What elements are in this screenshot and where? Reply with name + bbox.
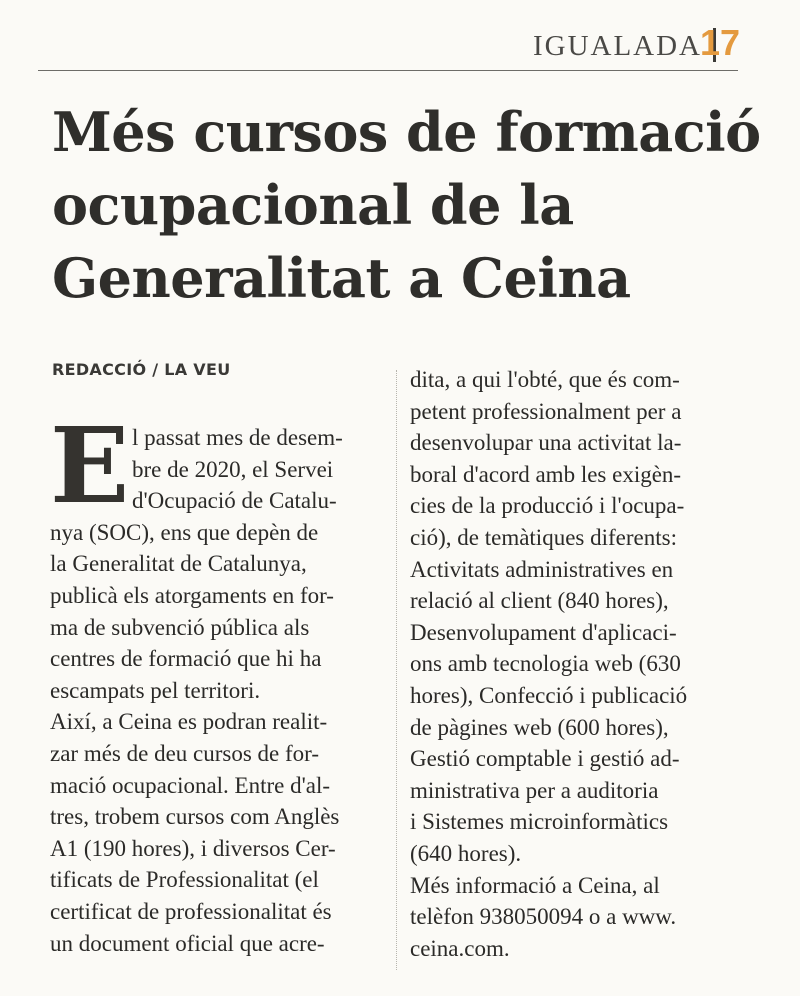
- text-line: certificat de professionalitat és: [50, 898, 332, 924]
- headline-line: ocupacional de la: [52, 173, 574, 237]
- text-line: relació al client (840 hores),: [410, 588, 669, 614]
- text-line: boral d'acord amb les exigèn-: [410, 461, 682, 487]
- byline: REDACCIÓ / LA VEU: [52, 360, 231, 379]
- text-line: nya (SOC), ens que depèn de: [50, 519, 319, 545]
- text-line: la Generalitat de Catalunya,: [50, 551, 307, 577]
- drop-cap: E: [50, 404, 130, 527]
- text-line: Activitats administratives en: [410, 556, 674, 582]
- text-line: (640 hores).: [410, 840, 522, 866]
- text-line: de pàgines web (600 hores),: [410, 714, 669, 740]
- text-line: Així, a Ceina es podran realit-: [50, 709, 328, 735]
- text-line: ons amb tecnologia web (630: [410, 651, 681, 677]
- text-line: Desenvolupament d'aplicaci-: [410, 619, 677, 645]
- text-line: cies de la producció i l'ocupa-: [410, 493, 685, 519]
- text-line: dita, a qui l'obté, que és com-: [410, 367, 680, 392]
- text-line: publicà els atorgaments en for-: [50, 582, 334, 608]
- text-line: desenvolupar una activitat la-: [410, 430, 682, 456]
- text-line: un document oficial que acre-: [50, 930, 325, 956]
- headline-line: Més cursos de formació: [52, 100, 761, 164]
- text-line: ma de subvenció pública als: [50, 614, 310, 640]
- text-line: petent professionalment per a: [410, 398, 682, 424]
- text-line: Més informació a Ceina, al: [410, 872, 660, 898]
- text-line: bre de 2020, el Servei: [132, 456, 334, 482]
- text-line: l passat mes de desem-: [132, 425, 343, 450]
- text-line: i Sistemes microinformàtics: [410, 809, 669, 835]
- text-line: centres de formació que hi ha: [50, 646, 322, 672]
- text-line: d'Ocupació de Catalu-: [132, 488, 337, 514]
- text-line: tres, trobem cursos com Anglès: [50, 804, 340, 830]
- page-number: 17: [699, 22, 740, 63]
- text-line: escampats pel territori.: [50, 677, 261, 703]
- headline-line: Generalitat a Ceina: [52, 246, 631, 310]
- headline: [52, 96, 772, 315]
- article-column-right: [410, 364, 745, 964]
- text-line: zar més de deu cursos de for-: [50, 740, 320, 766]
- text-line: A1 (190 hores), i diversos Cer-: [50, 835, 336, 861]
- text-line: ció), de temàtiques diferents:: [410, 524, 677, 550]
- column-divider: [396, 370, 397, 970]
- text-line: ceina.com.: [410, 935, 510, 961]
- section-name: IGUALADA: [532, 30, 702, 62]
- text-line: mació ocupacional. Entre d'al-: [50, 772, 331, 798]
- text-line: tificats de Professionalitat (el: [50, 867, 319, 893]
- text-line: hores), Confecció i publicació: [410, 682, 688, 708]
- text-line: Gestió comptable i gestió ad-: [410, 746, 680, 772]
- article-column-left: [50, 404, 385, 959]
- text-line: ministrativa per a auditoria: [410, 777, 659, 803]
- text-line: telèfon 938050094 o a www.: [410, 904, 677, 930]
